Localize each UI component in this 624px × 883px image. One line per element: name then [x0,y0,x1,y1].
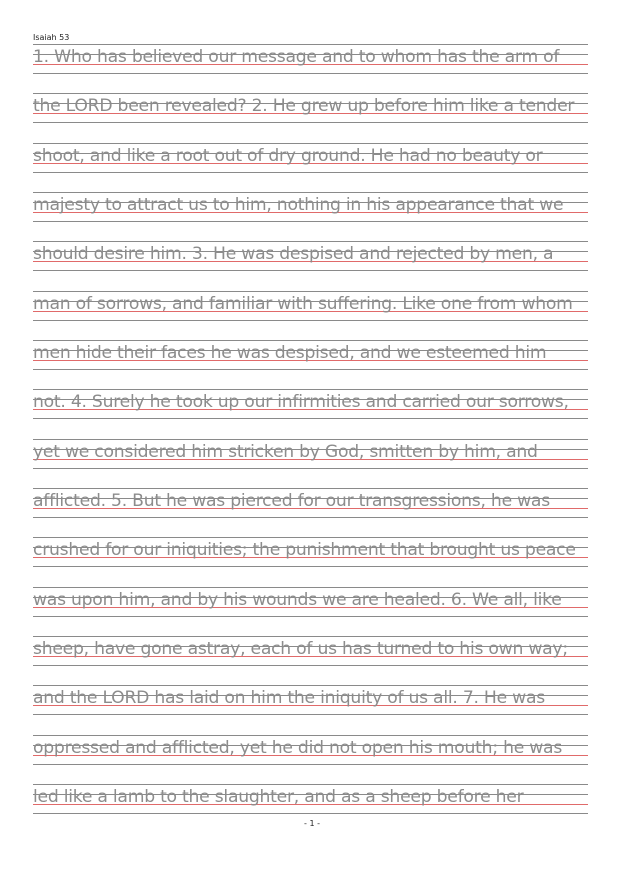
bottom-guide-line [33,172,588,173]
writing-row [33,44,588,74]
writing-row [33,389,588,419]
bottom-guide-line [33,73,588,74]
writing-row [33,192,588,222]
bottom-guide-line [33,714,588,715]
bottom-guide-line [33,665,588,666]
trace-text-line: crushed for our iniquities; the punishment that brought us peace [33,540,576,560]
writing-row [33,587,588,617]
trace-text-line: should desire him. 3. He was despised and rejected by men, a [33,244,554,264]
page-title: Isaiah 53 [33,33,70,42]
trace-text-line: afflicted. 5. But he was pierced for our transgressions, he was [33,491,550,511]
trace-text-line: was upon him, and by his wounds we are healed. 6. We all, like [33,590,562,610]
writing-row [33,537,588,567]
trace-text-line: yet we considered him stricken by God, smitten by him, and [33,442,538,462]
bottom-guide-line [33,517,588,518]
writing-row [33,439,588,469]
bottom-guide-line [33,221,588,222]
writing-row [33,636,588,666]
trace-text-line: sheep, have gone astray, each of us has turned to his own way; [33,639,568,659]
writing-row [33,488,588,518]
trace-text-line: led like a lamb to the slaughter, and as a sheep before her [33,787,524,807]
trace-text-line: majesty to attract us to him, nothing in his appearance that we [33,195,564,215]
trace-text-line: and the LORD has laid on him the iniquity of us all. 7. He was [33,688,545,708]
writing-row [33,340,588,370]
trace-text-line: man of sorrows, and familiar with suffering. Like one from whom [33,294,573,314]
writing-row [33,735,588,765]
writing-row [33,241,588,271]
trace-text-line: the LORD been revealed? 2. He grew up before him like a tender [33,96,575,116]
bottom-guide-line [33,566,588,567]
bottom-guide-line [33,813,588,814]
bottom-guide-line [33,764,588,765]
bottom-guide-line [33,270,588,271]
bottom-guide-line [33,369,588,370]
bottom-guide-line [33,616,588,617]
trace-text-line: 1. Who has believed our message and to whom has the arm of [33,47,560,67]
trace-text-line: shoot, and like a root out of dry ground. He had no beauty or [33,146,543,166]
trace-text-line: oppressed and afflicted, yet he did not open his mouth; he was [33,738,563,758]
writing-row [33,784,588,814]
trace-text-line: men hide their faces he was despised, and we esteemed him [33,343,547,363]
writing-row [33,93,588,123]
writing-row [33,685,588,715]
writing-row [33,291,588,321]
bottom-guide-line [33,418,588,419]
bottom-guide-line [33,122,588,123]
trace-text-line: not. 4. Surely he took up our infirmities and carried our sorrows, [33,392,569,412]
bottom-guide-line [33,320,588,321]
bottom-guide-line [33,468,588,469]
writing-row [33,143,588,173]
page-number: - 1 - [304,819,320,828]
